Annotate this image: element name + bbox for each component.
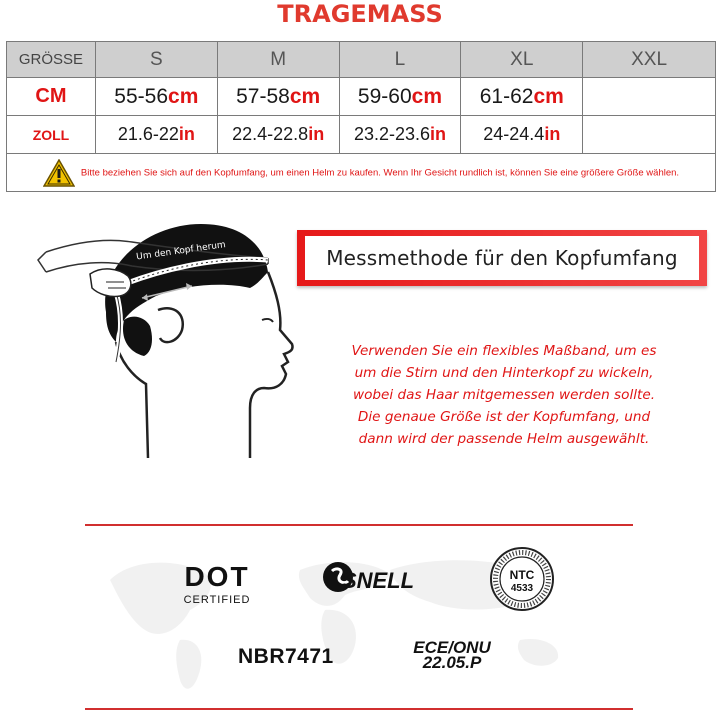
head-measure-illustration — [36, 212, 306, 462]
description-line: Die genaue Größe ist der Kopfumfang, und — [357, 409, 651, 425]
cm-label: CM — [7, 78, 96, 116]
description-line: Verwenden Sie ein flexibles Maßband, um es — [351, 343, 657, 359]
cm-cell — [217, 78, 339, 116]
cm-cell — [583, 78, 716, 116]
nbr-certification: NBR7471 — [238, 645, 334, 668]
cm-value: 55-56 — [114, 84, 169, 108]
snell-text: SNELL — [341, 568, 415, 593]
note-cell — [7, 154, 716, 192]
zoll-value: 24-24.4 — [483, 124, 545, 144]
size-header-label: GRÖSSE — [7, 42, 96, 78]
zoll-label: ZOLL — [7, 116, 96, 154]
zoll-value: 22.4-22.8 — [232, 124, 309, 144]
size-table — [6, 41, 716, 192]
cm-cell — [95, 78, 217, 116]
size-xl: XL — [461, 42, 583, 78]
ece-certification — [404, 640, 500, 670]
method-banner — [297, 230, 707, 286]
zoll-cell — [461, 116, 583, 154]
zoll-unit: in — [430, 124, 446, 144]
snell-logo — [318, 555, 418, 603]
cm-value: 57-58 — [236, 84, 290, 108]
zoll-cell — [339, 116, 461, 154]
size-s: S — [95, 42, 217, 78]
description-line: dann wird der passende Helm ausgewählt. — [358, 431, 650, 447]
description-line: wobei das Haar mitgemessen werden sollte. — [352, 387, 656, 403]
warning-icon — [43, 159, 75, 187]
ntc-seal-logo — [489, 546, 555, 612]
description-line: um die Stirn und den Hinterkopf zu wickeln, — [354, 365, 654, 381]
method-description — [318, 340, 690, 450]
cm-unit: cm — [533, 84, 564, 108]
zoll-cell — [95, 116, 217, 154]
note-text: Bitte beziehen Sie sich auf den Kopfumfang, um einen Helm zu kaufen. Wenn Ihr Gesicht rundlich ist, können Sie eine größere Größe wählen. — [80, 167, 680, 179]
zoll-row — [7, 116, 716, 154]
cm-cell — [339, 78, 461, 116]
dot-sub-text: CERTIFIED — [183, 594, 251, 606]
divider-bottom — [85, 708, 633, 710]
zoll-unit: in — [544, 124, 561, 144]
cm-unit: cm — [289, 84, 321, 108]
size-l: L — [339, 42, 461, 78]
note-row — [7, 154, 716, 192]
zoll-cell — [583, 116, 716, 154]
banner-text: Messmethode für den Kopfumfang — [326, 246, 678, 270]
divider-top — [85, 524, 633, 526]
ntc-code: 4533 — [510, 583, 534, 594]
cm-value: 59-60 — [357, 84, 412, 108]
dot-certified-logo — [162, 560, 272, 608]
size-header-row — [7, 42, 716, 78]
cm-row — [7, 78, 716, 116]
zoll-value: 23.2-23.6 — [353, 124, 430, 144]
ece-line-1: ECE/ONU — [413, 638, 491, 657]
cm-value: 61-62 — [479, 84, 534, 108]
head-label: Um den Kopf herum — [135, 240, 227, 263]
zoll-unit: in — [178, 124, 195, 144]
cm-unit: cm — [168, 84, 199, 108]
page-title: TRAGEMASS — [277, 0, 443, 28]
size-m: M — [217, 42, 339, 78]
cm-cell — [461, 78, 583, 116]
size-xxl: XXL — [583, 42, 716, 78]
dot-main-text: DOT — [184, 561, 250, 592]
ntc-text: NTC — [509, 568, 535, 582]
cm-unit: cm — [411, 84, 442, 108]
zoll-cell — [217, 116, 339, 154]
zoll-value: 21.6-22 — [117, 124, 179, 144]
ece-line-2: 22.05.P — [422, 653, 482, 672]
zoll-unit: in — [308, 124, 325, 144]
